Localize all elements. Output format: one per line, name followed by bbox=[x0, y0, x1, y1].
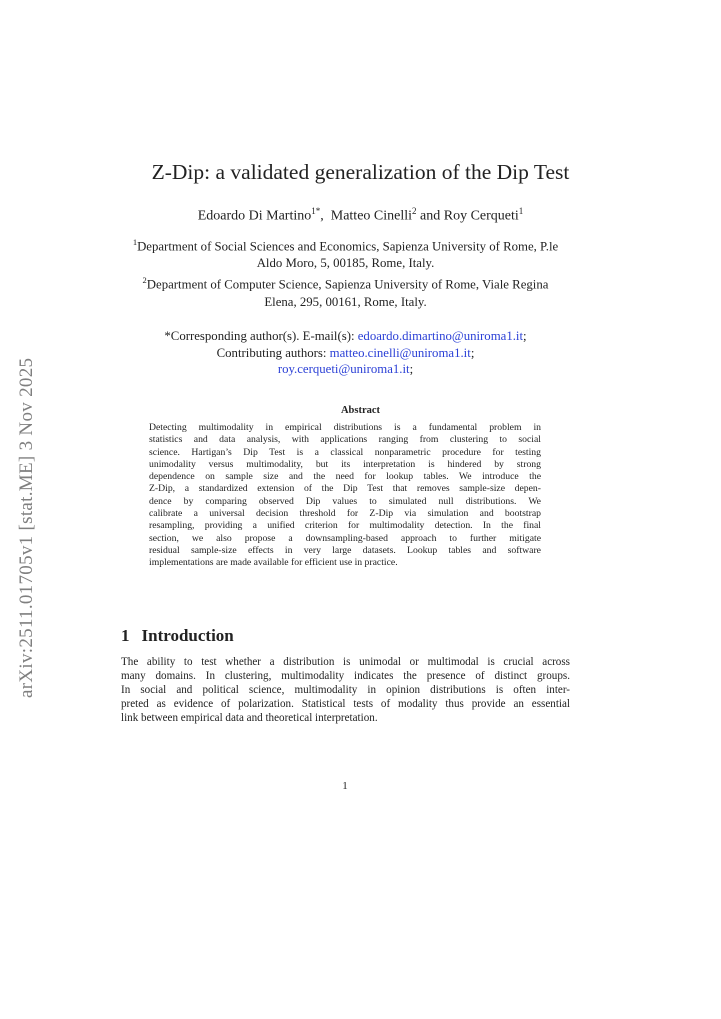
abstract-line: statistics and data analysis, with applications ranging from clustering to social bbox=[149, 434, 541, 446]
abstract-line: residual sample-size effects in very large datasets. Lookup tables and software bbox=[149, 544, 541, 556]
author-separator: , bbox=[320, 208, 331, 224]
email-link-main[interactable]: edoardo.dimartino@uniroma1.it bbox=[357, 329, 524, 343]
email-separator: ; bbox=[409, 362, 414, 376]
email-link[interactable]: roy.cerqueti@uniroma1.it bbox=[277, 362, 410, 376]
affiliations bbox=[130, 234, 561, 311]
section-heading bbox=[121, 626, 234, 646]
email-separator: ; bbox=[470, 345, 475, 360]
author-name: Roy Cerqueti bbox=[443, 208, 519, 224]
abstract-line: implementations are made available for efficient use in practice. bbox=[149, 557, 398, 569]
author-list bbox=[0, 206, 721, 225]
abstract-line: Z-Dip, a standardized extension of the Dip Test that removes sample-size depen- bbox=[149, 483, 541, 495]
section-title: Introduction bbox=[141, 626, 234, 645]
body-line: The ability to test whether a distribution is unimodal or multimodal is crucial across bbox=[121, 656, 570, 668]
body-line: many domains. In clustering, multimodality indicates the presence of distinct groups. bbox=[121, 669, 570, 682]
abstract-line: section, we also propose a downsampling-based approach to further mitigate bbox=[149, 532, 541, 544]
author-affiliation-marker: 1* bbox=[311, 206, 321, 216]
body-line: In social and political science, multimodality in opinion distributions is often inter- bbox=[121, 683, 570, 696]
correspondence-label: *Corresponding author(s). E-mail(s): bbox=[164, 329, 358, 343]
section-number: 1 bbox=[121, 626, 130, 645]
section-body bbox=[121, 656, 570, 726]
abstract-line: science. Hartigan’s Dip Test is a classical nonparametric procedure for testing bbox=[149, 446, 541, 458]
body-line: preted as evidence of polarization. Statistical tests of modality thus provide an essential bbox=[121, 697, 570, 710]
correspondence-block bbox=[130, 328, 561, 378]
abstract-line: Detecting multimodality in empirical distributions is a fundamental problem in bbox=[149, 422, 541, 433]
arxiv-identifier-stamp: arXiv:2511.01705v1 [stat.ME] 3 Nov 2025 bbox=[16, 357, 37, 698]
page-number: 1 bbox=[342, 780, 348, 792]
affiliation bbox=[130, 272, 561, 310]
affiliation-text: Department of Social Sciences and Economics, Sapienza University of Rome, P.le Aldo Moro, 5, 00185, Rome, Italy. bbox=[137, 239, 559, 271]
abstract-line: dence by comparing observed Dip values to simulated null distributions. We bbox=[149, 495, 541, 507]
paper-title: Z-Dip: a validated generalization of the Dip Test bbox=[151, 160, 570, 184]
author-affiliation-marker: 2 bbox=[412, 206, 417, 216]
abstract-line: unimodality versus multimodality, but its interpretation is hindered by strong bbox=[149, 458, 541, 470]
abstract-body bbox=[149, 422, 541, 570]
abstract-line: dependence on sample size and the need for lookup tables. We introduce the bbox=[149, 471, 541, 483]
email-separator: ; bbox=[523, 329, 527, 343]
author-affiliation-marker: 1 bbox=[518, 206, 524, 216]
abstract-line: calibrate a universal decision threshold for Z-Dip via simulation and bootstrap bbox=[149, 508, 541, 520]
affiliation-text: Department of Computer Science, Sapienza University of Rome, Viale Regina Elena, 295, 00161, Rome, Italy. bbox=[146, 277, 549, 309]
author-name: Matteo Cinelli bbox=[330, 208, 413, 224]
affiliation-marker: 2 bbox=[142, 275, 147, 286]
body-line: link between empirical data and theoretical interpretation. bbox=[121, 711, 378, 724]
abstract-heading: Abstract bbox=[340, 405, 381, 416]
contributing-authors-label: Contributing authors: bbox=[216, 345, 330, 360]
abstract-line: resampling, providing a unified criterion for multimodality detection. In the final bbox=[149, 520, 541, 532]
email-link[interactable]: matteo.cinelli@uniroma1.it bbox=[329, 345, 471, 360]
affiliation-marker: 1 bbox=[132, 237, 138, 247]
author-separator: and bbox=[416, 208, 444, 224]
affiliation bbox=[130, 234, 561, 272]
author-name: Edoardo Di Martino bbox=[197, 208, 312, 224]
